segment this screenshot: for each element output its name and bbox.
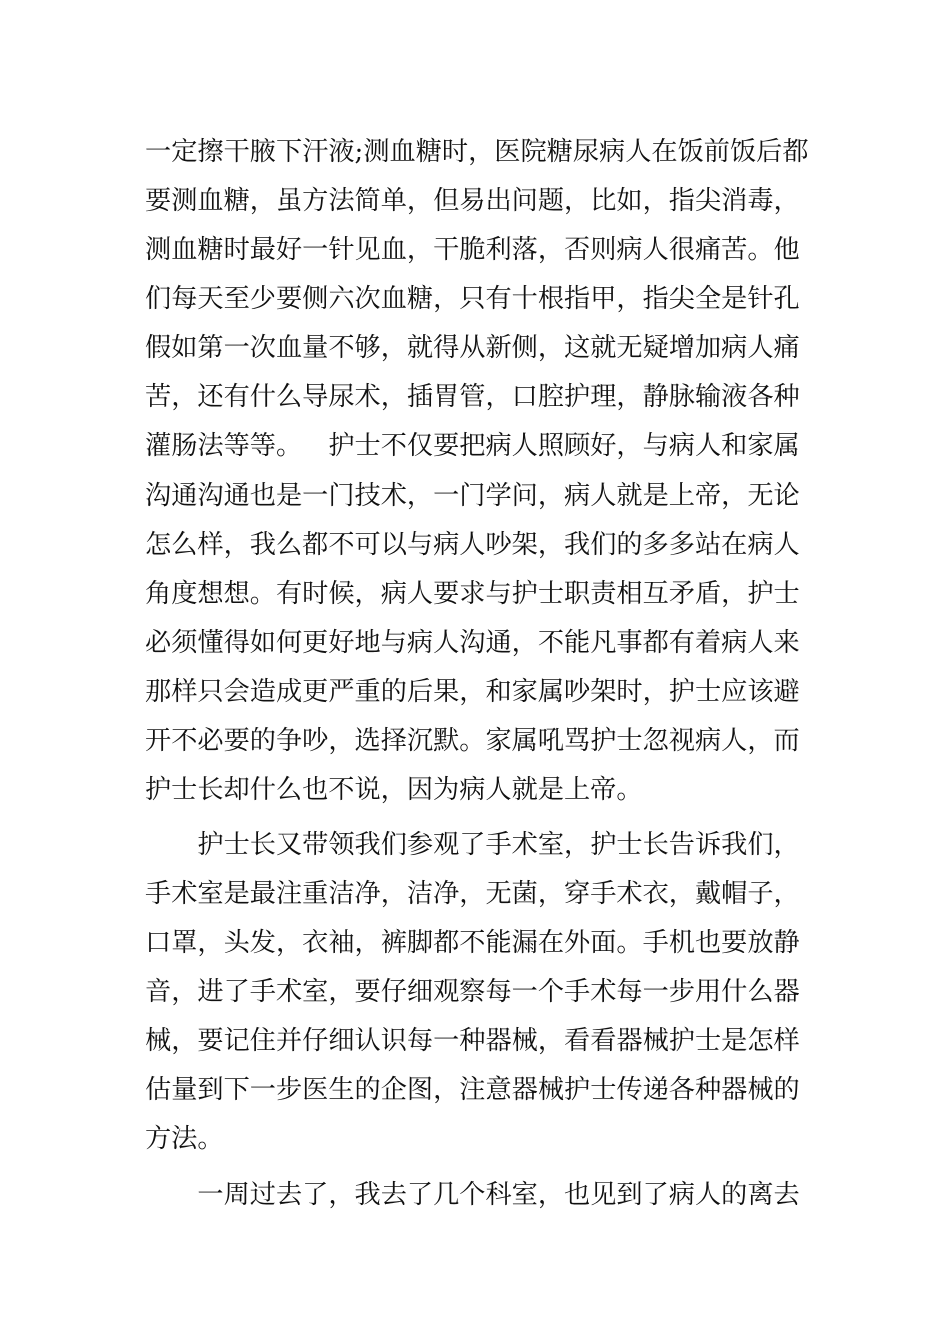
text-line: 那 样 只 会 造 成 更 严 重 的 后 果 ， 和 家 属 吵 架 时 ， 护 士 应 该 避 [145, 677, 800, 707]
text-line: 怎 么 样 ， 我 么 都 不 可 以 与 病 人 吵 架 ， 我 们 的 多 多 站 在 病 人 [145, 530, 800, 560]
text-line: 们 每 天 至 少 要 侧 六 次 血 糖 ， 只 有 十 根 指 甲 ， 指 尖 全 是 针 孔 [145, 284, 800, 314]
text-line: 械 ， 要 记 住 并 仔 细 认 识 每 一 种 器 械 ， 看 看 器 械 护 士 是 怎 样 [145, 1026, 800, 1056]
text-line: 方法。 [145, 1124, 224, 1154]
text-line: 假 如 第 一 次 血 量 不 够 ， 就 得 从 新 侧 ， 这 就 无 疑 增 加 病 人 痛 [145, 333, 800, 363]
text-line: 一 周 过 去 了 ， 我 去 了 几 个 科 室 ， 也 见 到 了 病 人 的 离 去 [197, 1180, 800, 1210]
text-line: 灌 肠 法 等 等 。 护 士 不 仅 要 把 病 人 照 顾 好 ， 与 病 人 和 家 属 [145, 431, 800, 461]
text-line: 要 测 血 糖 ， 虽 方 法 简 单 ， 但 易 出 问 题 ， 比 如 ， 指 尖 消 毒 ， [145, 186, 800, 216]
text-line: 沟 通 沟 通 也 是 一 门 技 术 ， 一 门 学 问 ， 病 人 就 是 上 帝 ， 无 论 [145, 481, 800, 511]
text-line: 口 罩 ， 头 发 ， 衣 袖 ， 裤 脚 都 不 能 漏 在 外 面 。 手 机 也 要 放 静 [145, 928, 800, 958]
text-line: 开 不 必 要 的 争 吵 ， 选 择 沉 默 。 家 属 吼 骂 护 士 忽 视 病 人 ， 而 [145, 726, 800, 756]
text-line: 估 量 到 下 一 步 医 生 的 企 图 ， 注 意 器 械 护 士 传 递 各 种 器 械 的 [145, 1075, 800, 1105]
text-line: 一 定 擦 干 腋 下 汗 液 ; 测 血 糖 时 ， 医 院 糖 尿 病 人 在 饭 前 饭 后 都 [145, 137, 809, 167]
text-line: 测 血 糖 时 最 好 一 针 见 血 ， 干 脆 利 落 ， 否 则 病 人 很 痛 苦 。 他 [145, 235, 800, 265]
text-line: 音 ， 进 了 手 术 室 ， 要 仔 细 观 察 每 一 个 手 术 每 一 步 用 什 么 器 [145, 977, 800, 1007]
text-line: 苦 ， 还 有 什 么 导 尿 术 ， 插 胃 管 ， 口 腔 护 理 ， 静 脉 输 液 各 种 [145, 382, 800, 412]
text-line: 必 须 懂 得 如 何 更 好 地 与 病 人 沟 通 ， 不 能 凡 事 都 有 着 病 人 来 [145, 628, 800, 658]
text-line: 护士长却什么也不说，因为病人就是上帝。 [145, 775, 643, 805]
text-line: 护 士 长 又 带 领 我 们 参 观 了 手 术 室 ， 护 士 长 告 诉 我 们 ， [197, 830, 800, 860]
text-line: 手 术 室 是 最 注 重 洁 净 ， 洁 净 ， 无 菌 ， 穿 手 术 衣 ， 戴 帽 子 ， [145, 879, 800, 909]
text-line: 角 度 想 想 。 有 时 候 ， 病 人 要 求 与 护 士 职 责 相 互 矛 盾 ， 护 士 [145, 579, 800, 609]
